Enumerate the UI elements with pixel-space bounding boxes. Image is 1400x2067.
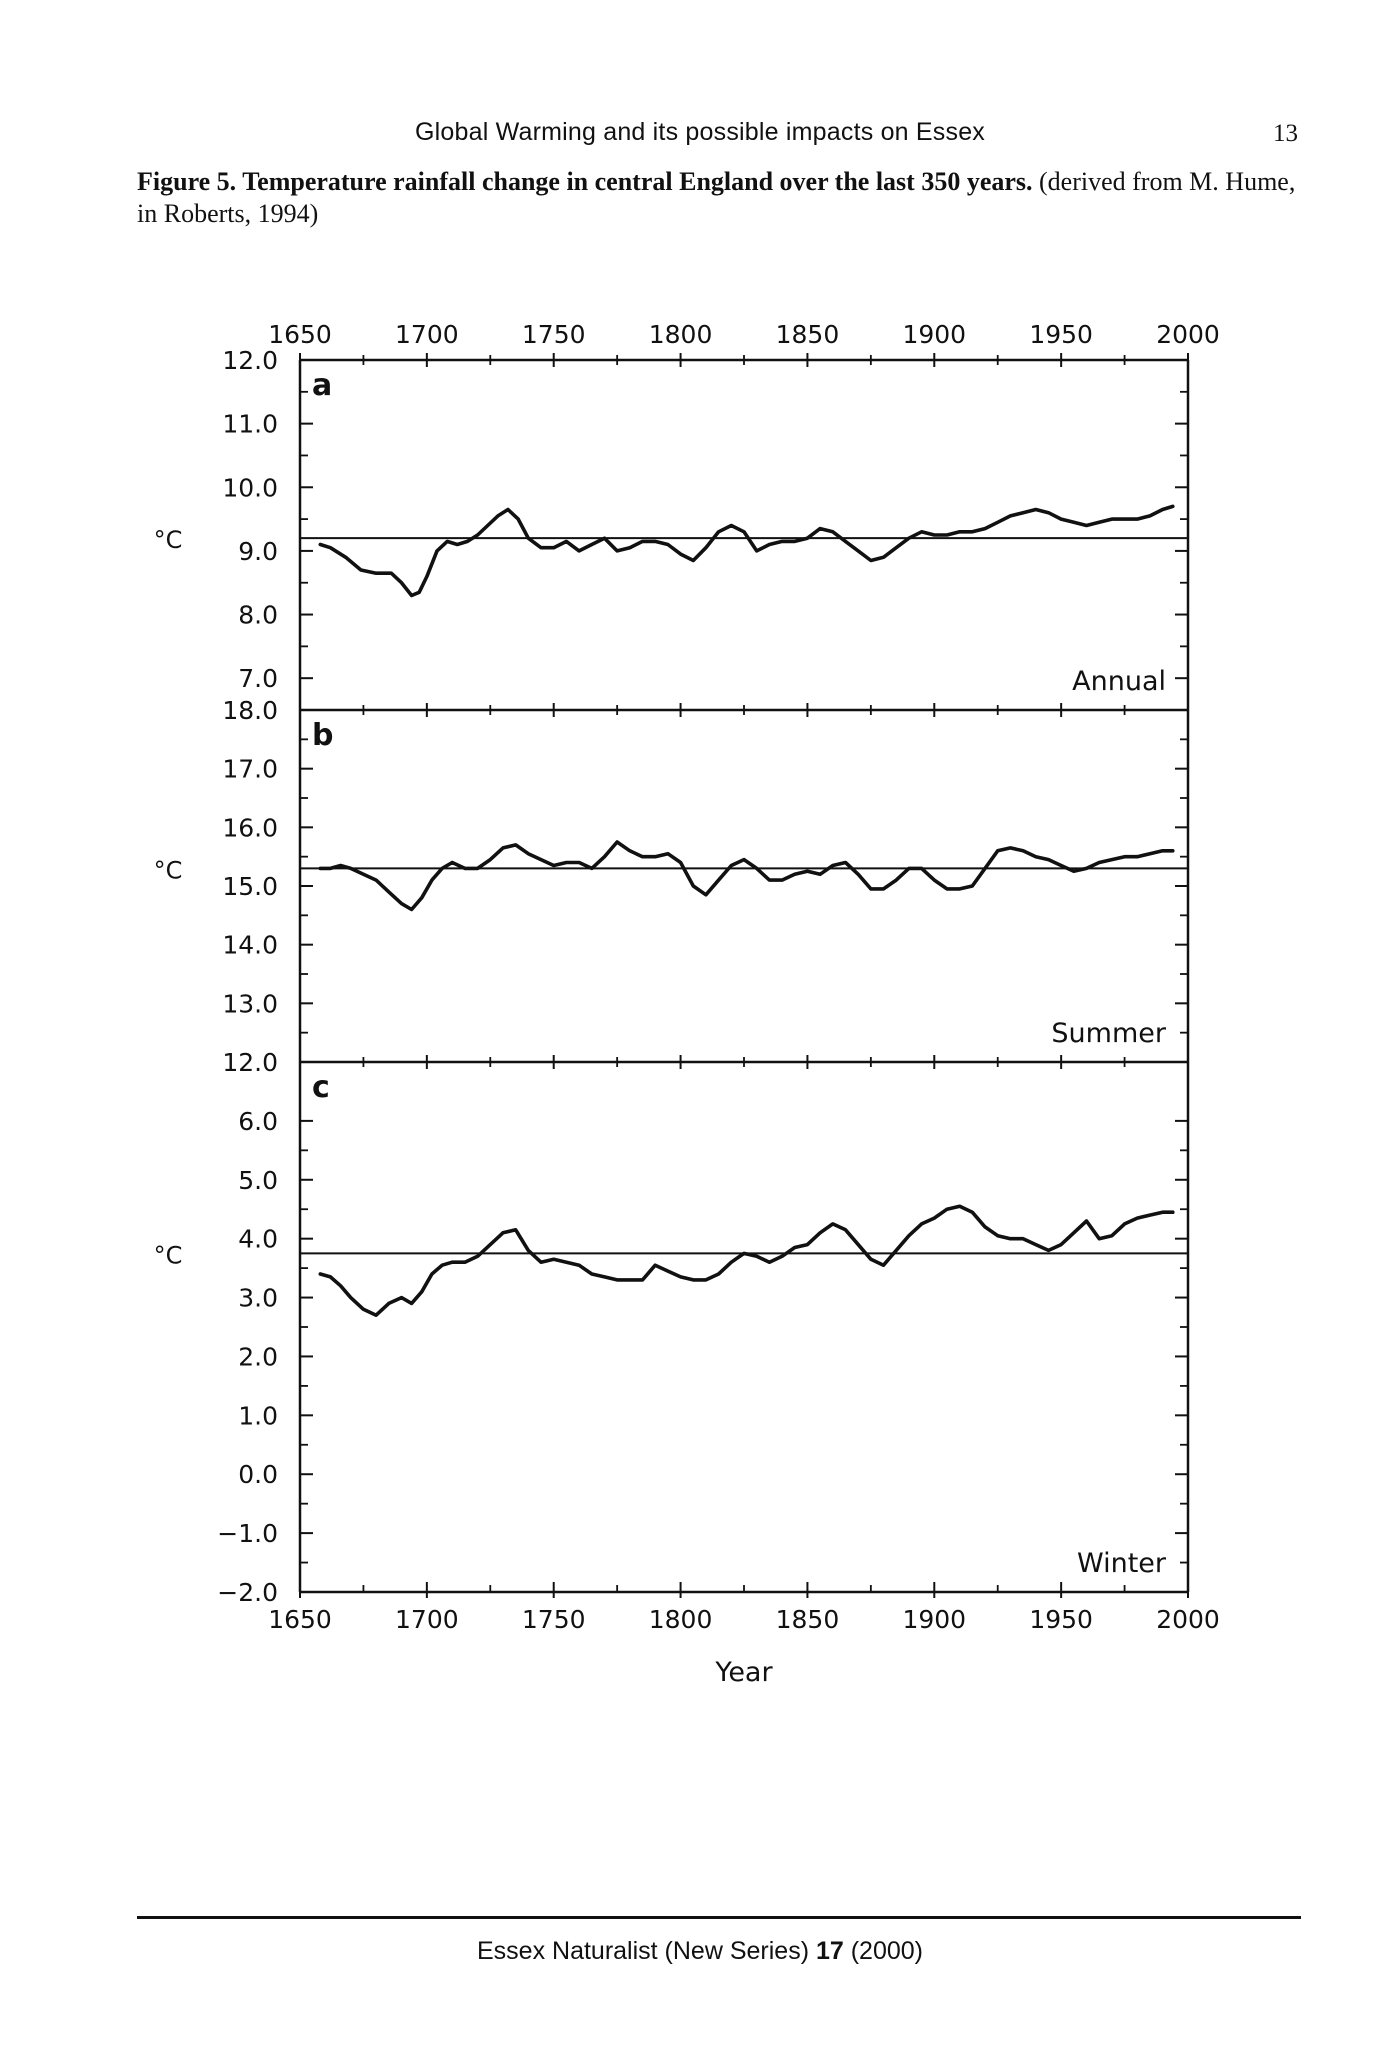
y-tick-label: 12.0 bbox=[222, 1048, 278, 1077]
y-tick-label: −1.0 bbox=[217, 1519, 278, 1549]
footer-volume: 17 bbox=[815, 1937, 844, 1965]
y-tick-label: 15.0 bbox=[222, 872, 278, 901]
panel-letter: c bbox=[312, 1070, 330, 1105]
y-tick-label: 12.0 bbox=[222, 346, 278, 375]
series-line bbox=[320, 842, 1173, 910]
y-tick-label: 13.0 bbox=[222, 989, 278, 1019]
y-tick-label: 4.0 bbox=[238, 1224, 278, 1254]
y-tick-label: 5.0 bbox=[238, 1165, 278, 1195]
y-tick-label: 11.0 bbox=[222, 409, 278, 439]
series-line bbox=[320, 506, 1173, 595]
y-tick-label: 18.0 bbox=[222, 696, 278, 725]
x-tick-label-top: 1850 bbox=[775, 320, 840, 349]
x-tick-label-top: 2000 bbox=[1156, 320, 1220, 349]
x-tick-label: 1800 bbox=[648, 1605, 713, 1634]
figure-caption-title: Figure 5. Temperature rainfall change in central England over the last 350 years. bbox=[137, 167, 1033, 196]
running-title: Global Warming and its possible impacts on Essex bbox=[414, 118, 986, 146]
figure-caption-source: (derived from M. Hume, in Roberts, 1994) bbox=[137, 167, 1296, 228]
y-tick-label: 3.0 bbox=[238, 1283, 278, 1313]
x-axis bbox=[268, 320, 1220, 1688]
y-tick-label: 10.0 bbox=[222, 473, 278, 503]
y-tick-label: 0.0 bbox=[238, 1460, 278, 1490]
y-tick-label: 7.0 bbox=[238, 664, 278, 694]
unit-label: °C bbox=[153, 1241, 183, 1270]
x-tick-label-top: 1650 bbox=[268, 320, 332, 349]
x-tick-label: 1850 bbox=[775, 1605, 840, 1634]
x-tick-label-top: 1800 bbox=[648, 320, 713, 349]
footer-rule bbox=[137, 1916, 1301, 1919]
panel-a bbox=[154, 346, 1188, 710]
x-tick-label: 1950 bbox=[1029, 1605, 1093, 1634]
y-tick-label: 8.0 bbox=[238, 600, 278, 630]
x-axis-label: Year bbox=[715, 1657, 773, 1688]
y-tick-label: 14.0 bbox=[222, 930, 278, 960]
footer bbox=[0, 1937, 1400, 1966]
panel-c bbox=[154, 1055, 1188, 1607]
x-tick-label: 1900 bbox=[902, 1605, 967, 1634]
unit-label: °C bbox=[153, 856, 183, 885]
x-tick-label-top: 1750 bbox=[521, 320, 586, 349]
y-tick-label: 16.0 bbox=[222, 813, 278, 843]
unit-label: °C bbox=[153, 526, 183, 555]
y-tick-label: 2.0 bbox=[238, 1342, 278, 1372]
y-tick-label: 1.0 bbox=[238, 1401, 278, 1431]
chart-panels bbox=[154, 346, 1188, 1607]
x-tick-label: 2000 bbox=[1156, 1605, 1220, 1634]
x-tick-label-top: 1950 bbox=[1029, 320, 1093, 349]
x-tick-label-top: 1700 bbox=[395, 320, 459, 349]
x-tick-label: 1650 bbox=[268, 1605, 332, 1634]
y-tick-label: −2.0 bbox=[217, 1578, 278, 1607]
panel-name: Winter bbox=[1076, 1548, 1166, 1579]
page-number: 13 bbox=[1273, 120, 1298, 147]
panel-letter: b bbox=[312, 718, 334, 753]
panel-letter: a bbox=[312, 368, 333, 403]
y-tick-label: 17.0 bbox=[222, 754, 278, 784]
panel-name: Summer bbox=[1051, 1018, 1166, 1049]
footer-journal: Essex Naturalist (New Series) bbox=[476, 1937, 816, 1965]
panel-name: Annual bbox=[1072, 666, 1166, 697]
y-tick-label: 9.0 bbox=[238, 536, 278, 566]
footer-year: (2000) bbox=[843, 1937, 923, 1965]
y-tick-label: 6.0 bbox=[238, 1106, 278, 1136]
series-line bbox=[320, 1206, 1173, 1315]
x-tick-label-top: 1900 bbox=[902, 320, 967, 349]
x-tick-label: 1700 bbox=[395, 1605, 459, 1634]
x-tick-label: 1750 bbox=[521, 1605, 586, 1634]
panel-b bbox=[154, 696, 1188, 1077]
